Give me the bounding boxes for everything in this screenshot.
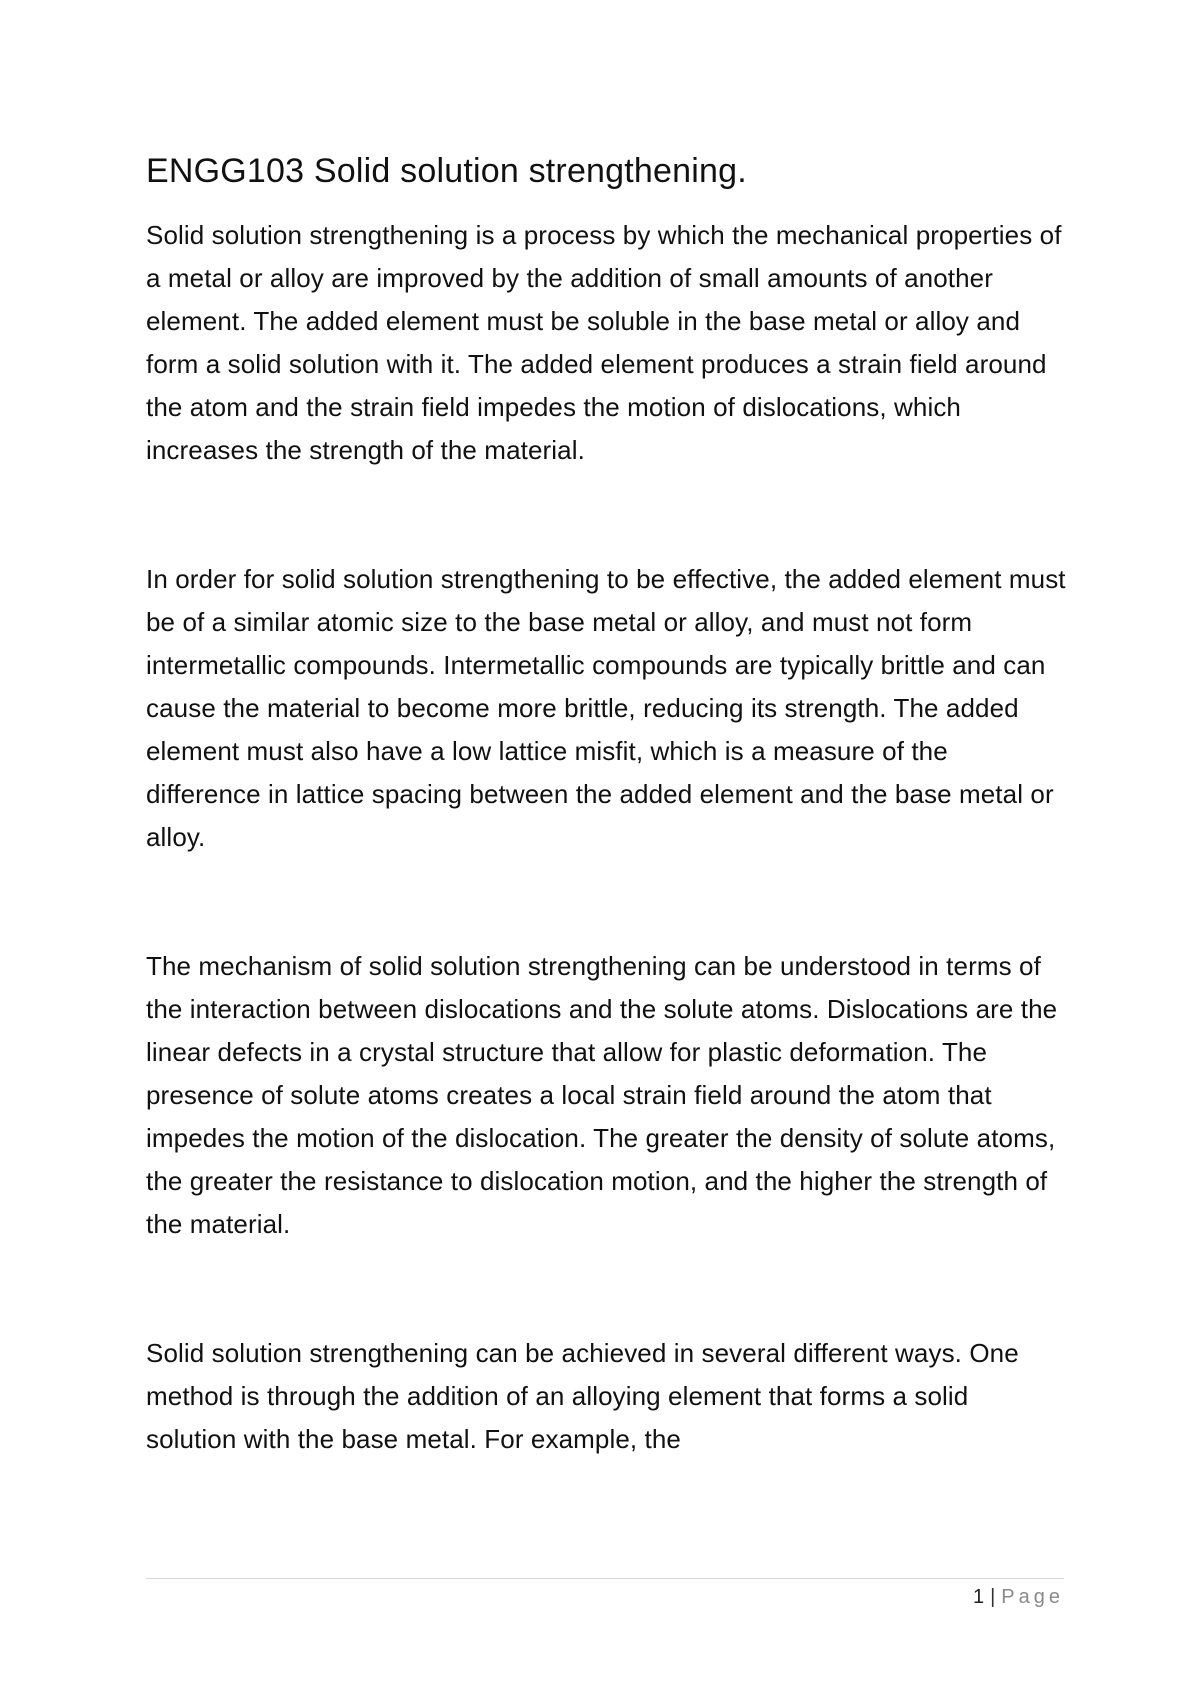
paragraph-2: In order for solid solution strengthening to be effective, the added element must be of a similar atomic size to the base metal or alloy, and must not form intermetallic compounds. Intermetallic compounds are typically brittle and can cause the material to become more brittle, reducing its strength. The added element must also have a low lattice misfit, which is a measure of the difference in lattice spacing between the added element and the base metal or alloy. bbox=[146, 564, 1066, 852]
paragraph-4: Solid solution strengthening can be achieved in several different ways. One method is through the addition of an alloying element that forms a solid solution with the base metal. For example, the bbox=[146, 1338, 1019, 1454]
footer-separator: | bbox=[990, 1586, 996, 1608]
page-footer bbox=[973, 1584, 1064, 1610]
paragraph-3: The mechanism of solid solution strengthening can be understood in terms of the interaction between dislocations and the solute atoms. Dislocations are the linear defects in a crystal structure that allow for plastic deformation. The presence of solute atoms creates a local strain field around the atom that impedes the motion of the dislocation. The greater the density of solute atoms, the greater the resistance to dislocation motion, and the higher the strength of the material. bbox=[146, 951, 1058, 1239]
page-label: Page bbox=[1001, 1586, 1064, 1608]
page-number: 1 bbox=[972, 1586, 985, 1608]
page-content bbox=[146, 150, 1066, 1461]
footer-divider bbox=[146, 1578, 1064, 1579]
paragraph-1: Solid solution strengthening is a process by which the mechanical properties of a metal or alloy are improved by the addition of small amounts of another element. The added element must be soluble in the base metal or alloy and form a solid solution with it. The added element produces a strain field around the atom and the strain field impedes the motion of dislocations, which increases the strength of the material. bbox=[146, 220, 1062, 465]
document-title: ENGG103 Solid solution strengthening. bbox=[146, 152, 747, 190]
